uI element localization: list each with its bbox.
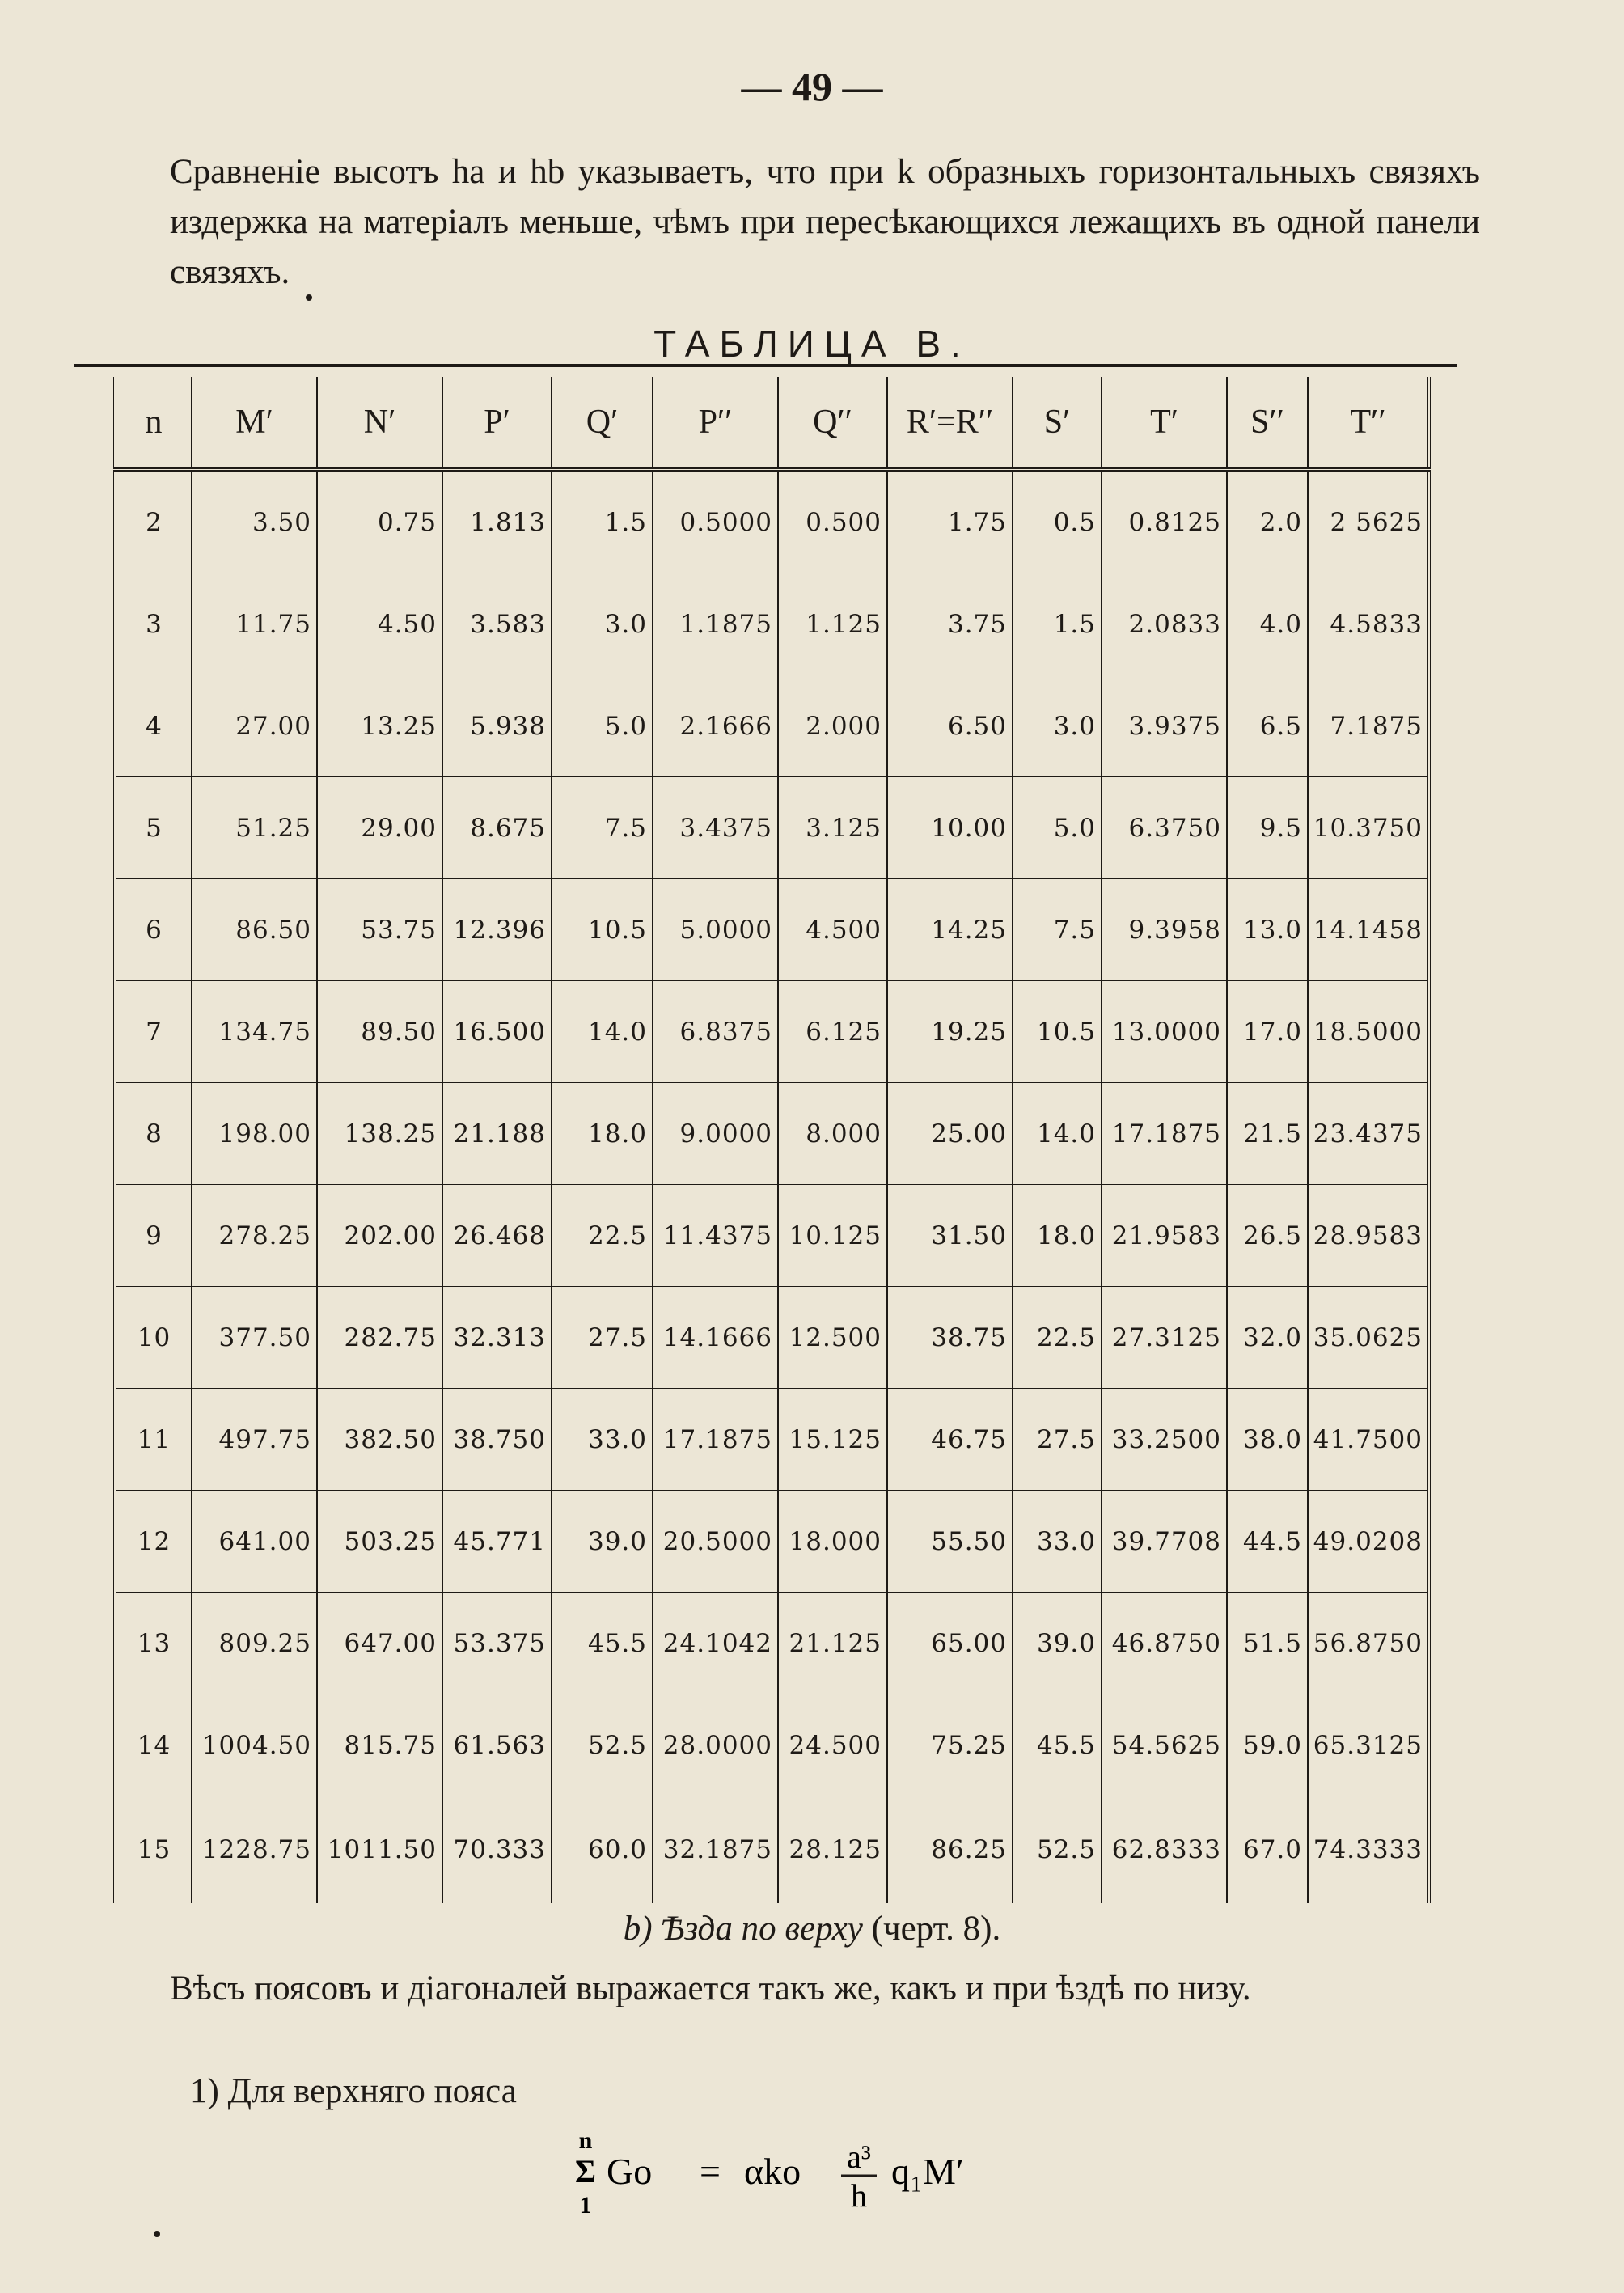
- table-cell: 382.50: [317, 1389, 442, 1491]
- table-cell: 28.125: [778, 1796, 887, 1904]
- table-cell: 67.0: [1227, 1796, 1308, 1904]
- table-row: [115, 879, 1429, 981]
- table-cell: 18.5000: [1308, 981, 1429, 1083]
- table-cell: 19.25: [887, 981, 1013, 1083]
- table-cell: 51.5: [1227, 1593, 1308, 1694]
- table-cell: 29.00: [317, 777, 442, 879]
- row-index-cell: 13: [115, 1593, 192, 1694]
- table-row: [115, 1083, 1429, 1185]
- table-cell: 10.5: [552, 879, 653, 981]
- table-cell: 18.000: [778, 1491, 887, 1593]
- table-cell: 6.125: [778, 981, 887, 1083]
- table-cell: 52.5: [1013, 1796, 1102, 1904]
- table-cell: 14.1458: [1308, 879, 1429, 981]
- table-cell: 52.5: [552, 1694, 653, 1796]
- table-body: [115, 470, 1429, 1904]
- table-cell: 7.5: [552, 777, 653, 879]
- table-row: [115, 573, 1429, 675]
- table-cell: 31.50: [887, 1185, 1013, 1287]
- table-cell: 55.50: [887, 1491, 1013, 1593]
- table-cell: 46.75: [887, 1389, 1013, 1491]
- table-cell: 39.0: [552, 1491, 653, 1593]
- table-cell: 1011.50: [317, 1796, 442, 1904]
- section-caption: [0, 1909, 1624, 1948]
- table-cell: 2.0: [1227, 470, 1308, 573]
- table-cell: 27.5: [552, 1287, 653, 1389]
- table-cell: 3.75: [887, 573, 1013, 675]
- table-cell: 17.1875: [1102, 1083, 1227, 1185]
- table-title: ТАБЛИЦА B.: [653, 323, 971, 365]
- table-cell: 815.75: [317, 1694, 442, 1796]
- row-index-cell: 14: [115, 1694, 192, 1796]
- table-cell: 7.5: [1013, 879, 1102, 981]
- row-index-cell: 5: [115, 777, 192, 879]
- column-header: P′: [442, 377, 552, 470]
- table-cell: 278.25: [192, 1185, 317, 1287]
- table-cell: 53.75: [317, 879, 442, 981]
- formula-equals: =: [700, 2151, 721, 2192]
- table-cell: 41.7500: [1308, 1389, 1429, 1491]
- column-header: Q′′: [778, 377, 887, 470]
- table-cell: 45.771: [442, 1491, 552, 1593]
- table-cell: 35.0625: [1308, 1287, 1429, 1389]
- row-index-cell: 11: [115, 1389, 192, 1491]
- table-row: [115, 1185, 1429, 1287]
- column-header: R′=R′′: [887, 377, 1013, 470]
- table-cell: 28.0000: [653, 1694, 778, 1796]
- table-row: [115, 1287, 1429, 1389]
- table-cell: 89.50: [317, 981, 442, 1083]
- row-index-cell: 9: [115, 1185, 192, 1287]
- row-index-cell: 4: [115, 675, 192, 777]
- table-cell: 8.675: [442, 777, 552, 879]
- table-cell: 1.813: [442, 470, 552, 573]
- table-cell: 33.0: [1013, 1491, 1102, 1593]
- table-row: [115, 1694, 1429, 1796]
- table-cell: 65.00: [887, 1593, 1013, 1694]
- table-cell: 39.7708: [1102, 1491, 1227, 1593]
- table-cell: 1.1875: [653, 573, 778, 675]
- table-cell: 49.0208: [1308, 1491, 1429, 1593]
- table-cell: 198.00: [192, 1083, 317, 1185]
- sum-upper-limit: n: [578, 2127, 593, 2154]
- page-number: — 49 —: [741, 64, 883, 109]
- table-cell: 6.50: [887, 675, 1013, 777]
- table-cell: 2 5625: [1308, 470, 1429, 573]
- table-cell: 86.25: [887, 1796, 1013, 1904]
- table-cell: 24.1042: [653, 1593, 778, 1694]
- column-header: T′′: [1308, 377, 1429, 470]
- table-cell: 641.00: [192, 1491, 317, 1593]
- table-cell: 12.500: [778, 1287, 887, 1389]
- row-index-cell: 2: [115, 470, 192, 573]
- table-cell: 0.5: [1013, 470, 1102, 573]
- table-cell: 809.25: [192, 1593, 317, 1694]
- table-cell: 2.000: [778, 675, 887, 777]
- table-cell: 33.2500: [1102, 1389, 1227, 1491]
- table-cell: 86.50: [192, 879, 317, 981]
- table-cell: 1228.75: [192, 1796, 317, 1904]
- table-cell: 3.50: [192, 470, 317, 573]
- table-cell: 61.563: [442, 1694, 552, 1796]
- table-cell: 25.00: [887, 1083, 1013, 1185]
- table-cell: 5.0000: [653, 879, 778, 981]
- table-cell: 23.4375: [1308, 1083, 1429, 1185]
- table-cell: 3.9375: [1102, 675, 1227, 777]
- table-cell: 54.5625: [1102, 1694, 1227, 1796]
- row-index-cell: 7: [115, 981, 192, 1083]
- table-cell: 59.0: [1227, 1694, 1308, 1796]
- table-cell: 17.1875: [653, 1389, 778, 1491]
- table-cell: 9.5: [1227, 777, 1308, 879]
- table-cell: 202.00: [317, 1185, 442, 1287]
- table-cell: 14.1666: [653, 1287, 778, 1389]
- row-index-cell: 12: [115, 1491, 192, 1593]
- table-cell: 44.5: [1227, 1491, 1308, 1593]
- table-cell: 0.8125: [1102, 470, 1227, 573]
- table-cell: 18.0: [1013, 1185, 1102, 1287]
- table-cell: 0.500: [778, 470, 887, 573]
- table-cell: 65.3125: [1308, 1694, 1429, 1796]
- table-cell: 17.0: [1227, 981, 1308, 1083]
- row-index-cell: 3: [115, 573, 192, 675]
- row-index-cell: 8: [115, 1083, 192, 1185]
- column-header: P′′: [653, 377, 778, 470]
- table-cell: 14.0: [552, 981, 653, 1083]
- table-cell: 5.0: [552, 675, 653, 777]
- table-header-row: [115, 377, 1429, 470]
- print-speck: [154, 2231, 160, 2237]
- table-cell: 4.500: [778, 879, 887, 981]
- table-row: [115, 981, 1429, 1083]
- row-index-cell: 15: [115, 1796, 192, 1904]
- table-cell: 7.1875: [1308, 675, 1429, 777]
- table-row: [115, 777, 1429, 879]
- table-cell: 9.0000: [653, 1083, 778, 1185]
- table-cell: 3.583: [442, 573, 552, 675]
- table-cell: 11.75: [192, 573, 317, 675]
- caption-reference: (черт. 8).: [871, 1910, 1001, 1948]
- table-cell: 9.3958: [1102, 879, 1227, 981]
- table-cell: 60.0: [552, 1796, 653, 1904]
- table-cell: 4.0: [1227, 573, 1308, 675]
- table-cell: 497.75: [192, 1389, 317, 1491]
- table-cell: 282.75: [317, 1287, 442, 1389]
- table-cell: 3.125: [778, 777, 887, 879]
- table-cell: 18.0: [552, 1083, 653, 1185]
- table-cell: 74.3333: [1308, 1796, 1429, 1904]
- table-cell: 13.0000: [1102, 981, 1227, 1083]
- column-header: S′′: [1227, 377, 1308, 470]
- table-cell: 21.9583: [1102, 1185, 1227, 1287]
- table-cell: 647.00: [317, 1593, 442, 1694]
- formula-lhs: Go: [607, 2151, 653, 2192]
- table-cell: 2.0833: [1102, 573, 1227, 675]
- table-cell: 32.313: [442, 1287, 552, 1389]
- table-cell: 33.0: [552, 1389, 653, 1491]
- table-cell: 24.500: [778, 1694, 887, 1796]
- table-cell: 1.5: [552, 470, 653, 573]
- table-cell: 4.50: [317, 573, 442, 675]
- column-header: M′: [192, 377, 317, 470]
- table-cell: 14.0: [1013, 1083, 1102, 1185]
- table-cell: 1.5: [1013, 573, 1102, 675]
- table-cell: 38.0: [1227, 1389, 1308, 1491]
- table-cell: 21.5: [1227, 1083, 1308, 1185]
- table-cell: 4.5833: [1308, 573, 1429, 675]
- table-cell: 134.75: [192, 981, 317, 1083]
- table-cell: 53.375: [442, 1593, 552, 1694]
- table-cell: 10.5: [1013, 981, 1102, 1083]
- table-cell: 22.5: [1013, 1287, 1102, 1389]
- table-cell: 75.25: [887, 1694, 1013, 1796]
- fraction-numerator: a³: [847, 2139, 871, 2175]
- row-index-cell: 6: [115, 879, 192, 981]
- table-cell: 1.75: [887, 470, 1013, 573]
- paragraph-weight: Вѣсъ поясовъ и діагоналей выражается такъ же, какъ и при ѣздѣ по низу.: [170, 1969, 1251, 2007]
- table-cell: 21.188: [442, 1083, 552, 1185]
- table-cell: 62.8333: [1102, 1796, 1227, 1904]
- table-cell: 56.8750: [1308, 1593, 1429, 1694]
- table-top-rule: [74, 364, 1457, 367]
- table-cell: 51.25: [192, 777, 317, 879]
- table-cell: 5.938: [442, 675, 552, 777]
- table-cell: 6.3750: [1102, 777, 1227, 879]
- table-cell: 38.750: [442, 1389, 552, 1491]
- table-cell: 3.4375: [653, 777, 778, 879]
- table-cell: 26.468: [442, 1185, 552, 1287]
- table-cell: 11.4375: [653, 1185, 778, 1287]
- table-cell: 3.0: [552, 573, 653, 675]
- row-index-cell: 10: [115, 1287, 192, 1389]
- table-cell: 26.5: [1227, 1185, 1308, 1287]
- paragraph-comparison: Сравненіе высотъ ha и hb указываетъ, что при k образныхъ горизонтальныхъ связяхъ издержка на матеріалъ меньше, чѣмъ при пересѣкающихся лежащихъ въ одной панели связяхъ.: [170, 153, 1480, 291]
- sum-symbol: Σ: [574, 2153, 597, 2189]
- table-cell: 12.396: [442, 879, 552, 981]
- table-cell: 20.5000: [653, 1491, 778, 1593]
- table-cell: 22.5: [552, 1185, 653, 1287]
- sum-lower-limit: 1: [579, 2192, 592, 2219]
- table-cell: 0.5000: [653, 470, 778, 573]
- formula-coefficient: αko: [744, 2151, 801, 2192]
- table-cell: 2.1666: [653, 675, 778, 777]
- data-table: [113, 377, 1431, 1903]
- print-speck: [306, 294, 312, 301]
- table-cell: 21.125: [778, 1593, 887, 1694]
- table-cell: 1004.50: [192, 1694, 317, 1796]
- column-header: T′: [1102, 377, 1227, 470]
- table-row: [115, 1389, 1429, 1491]
- formula-svg: [574, 2126, 1092, 2223]
- formula: [574, 2126, 1092, 2219]
- table-cell: 32.0: [1227, 1287, 1308, 1389]
- table-cell: 14.25: [887, 879, 1013, 981]
- table-row: [115, 470, 1429, 573]
- paragraph-upper-chord: 1) Для верхняго пояса: [190, 2072, 517, 2110]
- table-cell: 10.125: [778, 1185, 887, 1287]
- table-cell: 1.125: [778, 573, 887, 675]
- fraction-denominator: h: [851, 2177, 867, 2214]
- table-cell: 13.0: [1227, 879, 1308, 981]
- table-cell: 0.75: [317, 470, 442, 573]
- table-cell: 16.500: [442, 981, 552, 1083]
- table-cell: 13.25: [317, 675, 442, 777]
- table-cell: 10.00: [887, 777, 1013, 879]
- table-cell: 45.5: [552, 1593, 653, 1694]
- table-cell: 46.8750: [1102, 1593, 1227, 1694]
- table-cell: 6.8375: [653, 981, 778, 1083]
- table-cell: 3.0: [1013, 675, 1102, 777]
- table-cell: 5.0: [1013, 777, 1102, 879]
- column-header: Q′: [552, 377, 653, 470]
- table-cell: 15.125: [778, 1389, 887, 1491]
- table-row: [115, 1491, 1429, 1593]
- table-cell: 38.75: [887, 1287, 1013, 1389]
- table-cell: 27.5: [1013, 1389, 1102, 1491]
- table-cell: 28.9583: [1308, 1185, 1429, 1287]
- table-cell: 138.25: [317, 1083, 442, 1185]
- caption-italic: b) Ѣзда по верху: [623, 1910, 863, 1948]
- table-cell: 377.50: [192, 1287, 317, 1389]
- column-header: N′: [317, 377, 442, 470]
- table-cell: 8.000: [778, 1083, 887, 1185]
- table-cell: 70.333: [442, 1796, 552, 1904]
- table-cell: 27.00: [192, 675, 317, 777]
- table-cell: 45.5: [1013, 1694, 1102, 1796]
- table-cell: 27.3125: [1102, 1287, 1227, 1389]
- table-row: [115, 1593, 1429, 1694]
- table-cell: 503.25: [317, 1491, 442, 1593]
- table-cell: 6.5: [1227, 675, 1308, 777]
- formula-tail: q₁M′: [891, 2151, 965, 2192]
- table-cell: 39.0: [1013, 1593, 1102, 1694]
- table-row: [115, 1796, 1429, 1904]
- table-cell: 10.3750: [1308, 777, 1429, 879]
- column-header: n: [115, 377, 192, 470]
- table-cell: 32.1875: [653, 1796, 778, 1904]
- column-header: S′: [1013, 377, 1102, 470]
- table-row: [115, 675, 1429, 777]
